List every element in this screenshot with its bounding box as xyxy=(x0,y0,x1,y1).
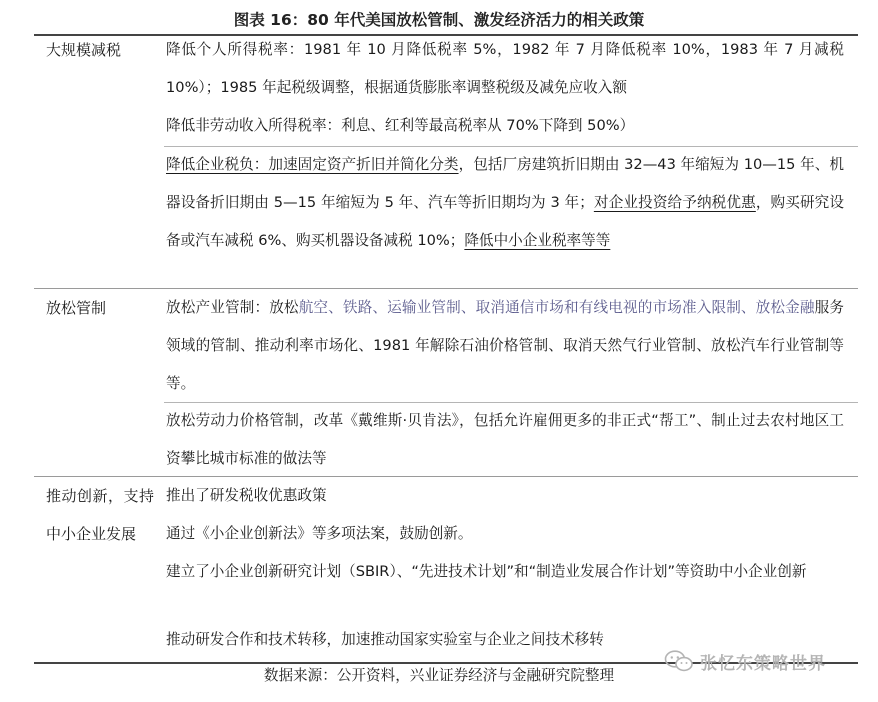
policy-corporate-tax xyxy=(166,146,844,260)
corporate-tax-investment-detail: ，购买研究设备或汽车减税 6%、购买机器设备减税 10%； xyxy=(166,194,844,249)
corporate-tax-depreciation-detail: ，包括厂房建筑折旧期由 32—43 年缩短为 10—15 年、机器设备折旧期由 5—15 年缩短为 5 年、汽车等折旧期均为 3 年； xyxy=(166,156,844,211)
industry-deregulation-lead: 放松产业管制：放松 xyxy=(166,299,299,316)
policy-small-business-innovation-act: 通过《小企业创新法》等多项法案，鼓励创新。 xyxy=(166,525,473,542)
account-watermark xyxy=(664,648,826,674)
category-tax-cuts: 大规模减税 xyxy=(46,41,122,59)
policy-non-labor-income-tax: 降低非劳动收入所得税率：利息、红利等最高税率从 70%下降到 50%） xyxy=(166,117,635,134)
figure-title: 图表 16：80 年代美国放松管制、激发经济活力的相关政策 xyxy=(233,11,645,29)
corporate-tax-sme-rate: 降低中小企业税率等等 xyxy=(464,232,611,249)
policy-labor-price-deregulation: 放松劳动力价格管制，改革《戴维斯·贝肯法》，包括允许雇佣更多的非正式“帮工”、制止过去农村地区工资攀比城市标准的做法等 xyxy=(166,412,844,467)
watermark-text: 张忆东策略世界 xyxy=(700,653,826,674)
corporate-tax-investment-credit: 对企业投资给予纳税优惠 xyxy=(593,194,756,211)
category-innovation-sme: 推动创新，支持中小企业发展 xyxy=(46,487,154,543)
industry-deregulation-detail: 服务领域的管制、推动利率市场化、1981 年解除石油价格管制、取消天然气行业管制、放松汽车行业管制等等。 xyxy=(166,299,844,392)
policy-personal-income-tax: 降低个人所得税率：1981 年 10 月降低税率 5%，1982 年 7 月降低税率 10%，1983 年 7 月减税 10%）；1985 年起税级调整，根据通货膨胀率调整税级及减免应收入额 xyxy=(166,41,844,96)
policy-sbir-programs: 建立了小企业创新研究计划（SBIR）、“先进技术计划”和“制造业发展合作计划”等资助中小企业创新 xyxy=(166,563,807,580)
policy-rd-tax-incentive: 推出了研发税收优惠政策 xyxy=(166,487,327,504)
data-source-note: 数据来源：公开资料，兴业证券经济与金融研究院整理 xyxy=(263,667,615,684)
category-deregulation: 放松管制 xyxy=(46,299,107,317)
wechat-icon xyxy=(664,649,694,673)
policy-technology-transfer: 推动研发合作和技术转移，加速推动国家实验室与企业之间技术移转 xyxy=(166,631,604,648)
corporate-tax-depreciation: 降低企业税负：加速固定资产折旧并简化分类 xyxy=(166,156,459,173)
industry-deregulation-highlight: 航空、铁路、运输业管制、取消通信市场和有线电视的市场准入限制、放松金融 xyxy=(298,299,815,316)
policy-industry-deregulation xyxy=(166,289,844,403)
